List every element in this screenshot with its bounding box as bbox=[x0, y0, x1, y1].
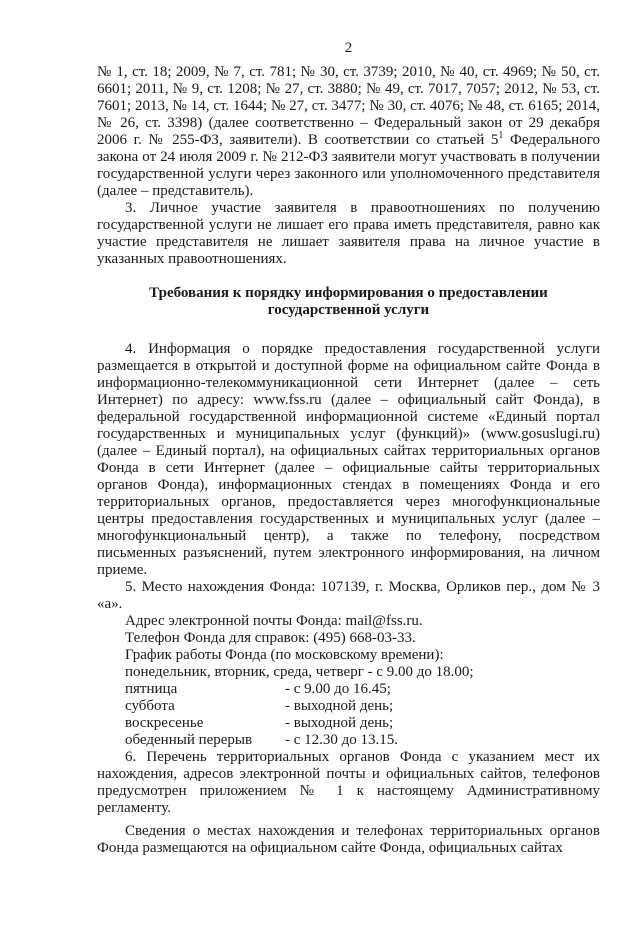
schedule-day: пятница bbox=[125, 681, 178, 697]
contact-block bbox=[125, 613, 600, 664]
paragraph-5: 5. Место нахождения Фонда: 107139, г. Москва, Орликов пер., дом № 3 «а». bbox=[97, 579, 600, 612]
schedule-row bbox=[125, 681, 600, 698]
document-page bbox=[0, 40, 640, 945]
schedule-time: - выходной день; bbox=[285, 698, 394, 714]
page-number: 2 bbox=[344, 40, 353, 56]
schedule-time: - с 9.00 до 16.45; bbox=[285, 681, 391, 697]
schedule-day: суббота bbox=[125, 698, 175, 714]
schedule-day: обеденный перерыв bbox=[125, 732, 253, 748]
paragraph-6: 6. Перечень территориальных органов Фонда с указанием мест их нахождения, адресов электронной почты и официальных сайтов, телефонов предусмотрен приложением № 1 к настоящему Административному регламенту. bbox=[97, 749, 600, 816]
schedule-day: воскресенье bbox=[125, 715, 204, 731]
paragraph-3: 3. Личное участие заявителя в правоотношениях по получению государственной услуги не лишает его права иметь представителя, равно как участие представителя не лишает заявителя права на личное участие в указанных правоотношениях. bbox=[97, 200, 600, 267]
schedule-title: График работы Фонда (по московскому времени): bbox=[125, 647, 444, 663]
email-line: Адрес электронной почты Фонда: mail@fss.ru. bbox=[125, 613, 423, 629]
schedule-time: - выходной день; bbox=[285, 715, 394, 731]
phone-line: Телефон Фонда для справок: (495) 668-03-33. bbox=[125, 630, 416, 646]
schedule-row bbox=[125, 715, 600, 732]
schedule-table bbox=[125, 664, 600, 749]
superscript-article: 1 bbox=[498, 130, 504, 141]
schedule-row bbox=[125, 698, 600, 715]
schedule-row bbox=[125, 732, 600, 749]
paragraph-7: Сведения о местах нахождения и телефонах территориальных органов Фонда размещаются на официальном сайте Фонда, официальных сайтах bbox=[97, 823, 600, 856]
paragraph-intro-end: Федерального закона от 24 июля 2009 г. № 212-ФЗ заявители могут участвовать в получении государственной услуги через законного или уполномоченного представителя (далее – представитель). bbox=[97, 132, 600, 199]
paragraph-intro bbox=[97, 64, 600, 200]
schedule-time: - с 12.30 до 13.15. bbox=[285, 732, 399, 748]
paragraph-intro-text: № 1, ст. 18; 2009, № 7, ст. 781; № 30, ст. 3739; 2010, № 40, ст. 4969; № 50, ст. 6601; 2011, № 9, ст. 1208; № 27, ст. 3880; № 49, ст. 7017, 7057; 2012, № 53, ст. 7601; 2013, № 14, ст. 1644; № 27, ст. 3477; № 30, ст. 4076; № 48, ст. 6165; 2014, № 26, ст. 3398) (далее соответственно – Федеральный закон от 29 декабря 2006 г. № 255-ФЗ, заявители). В соответствии со статьей 5 bbox=[97, 64, 600, 148]
section-heading: Требования к порядку информирования о предоставлении государственной услуги bbox=[149, 285, 548, 318]
paragraph-4: 4. Информация о порядке предоставления государственной услуги размещается в открытой и доступной форме на официальном сайте Фонда в информационно-телекоммуникационной сети Интернет (далее – сеть Интернет) по адресу: www.fss.ru (далее – официальный сайт Фонда), в федеральной государственной информационной системе «Единый портал государственных и муниципальных услуг (функций)» (www.gosuslugi.ru) (далее – Единый портал), на официальных сайтах территориальных органов Фонда в сети Интернет (далее – официальные сайты территориальных органов Фонда), информационных стендах в помещениях Фонда и его территориальных органов, предоставляется через многофункциональные центры предоставления государственных и муниципальных услуг (далее – многофункциональный центр), а также по телефону, посредством письменных разъяснений, путем электронного информирования, на личном приеме. bbox=[97, 341, 600, 578]
schedule-weekdays: понедельник, вторник, среда, четверг - с 9.00 до 18.00; bbox=[125, 664, 474, 680]
